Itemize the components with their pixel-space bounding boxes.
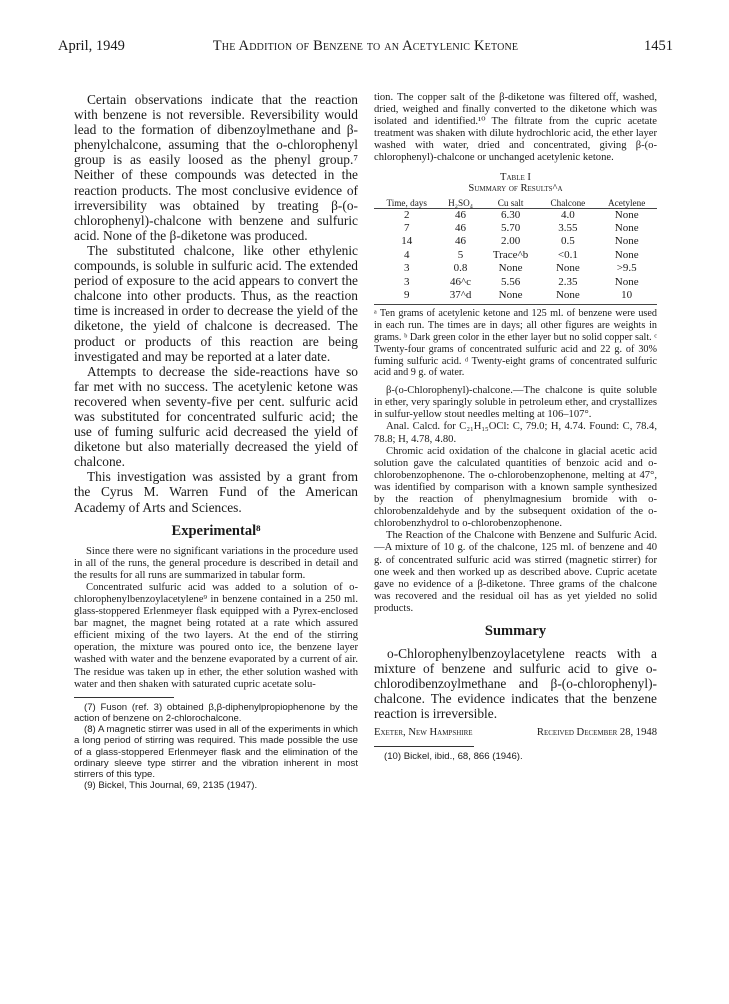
table-cell: 7 [403, 221, 410, 234]
results-table [374, 198, 657, 303]
table-header-cell: Time, days [374, 198, 439, 209]
table-footnotes: ᵃ Ten grams of acetylenic ketone and 125 ml. of benzene were used in each run. The times are in days; all other figures are weights in grams. ᵇ Dark green color in the ether layer but no solid copper salt. ᶜ Twenty-four grams of concentrated sulfuric acid and 22 g. of 30% fuming sulfuric acid. ᵈ Twenty-eight grams of concentrated sulfuric acid and 9 g. of water. [374, 304, 657, 379]
table-cell: None [555, 262, 580, 275]
table-cell: 46 [455, 208, 467, 221]
received-date: Received December 28, 1948 [536, 727, 657, 739]
table-cell: 3 [403, 275, 410, 288]
table-cell: None [614, 235, 639, 248]
paragraph-experimental-intro: Since there were no significant variations in the procedure used in all of the runs, the general procedure is described in detail and the results for all runs are summarized in tabular form. [74, 545, 358, 581]
table-cell: 4.0 [561, 208, 575, 221]
table-cell: None [555, 289, 580, 301]
table-cell: 46 [455, 221, 467, 234]
paragraph-experimental-procedure: Concentrated sulfuric acid was added to a solution of o-chlorophenylbenzoylacetylene⁹ in benzene contained in a 250 ml. glass-stoppered Erlenmeyer flask equipped with a Pyrex-enclosed bar magnet, the magnet being rotated at a rate which assured efficient mixing of the two layers. At the end of the stirring operation, the mixture was poured onto ice, the benzene layer washed with water and the benzene evaporated by a current of air. The residue was taken up in ether, the ether solution washed with water and then shaken with saturated cupric acetate solu- [74, 581, 358, 690]
table-row [374, 249, 657, 262]
table-cell: 0.5 [561, 235, 575, 248]
table-header-cell: Cu salt [482, 198, 540, 209]
signature-line [374, 727, 657, 740]
table-cell: 3 [403, 262, 410, 275]
paragraph-summary: o-Chlorophenylbenzoylacetylene reacts with a mixture of benzene and sulfuric acid to give o-chlorodibenzoylmethane and β-(o-chlorophenyl)-chalcone. The evidence indicates that the benzene reaction is irreversible. [374, 645, 657, 722]
table-cell: 2.00 [500, 235, 521, 248]
paragraph-analysis: Anal. Calcd. for C₂₁H₁₅OCl: C, 79.0; H, 4.74. Found: C, 78.4, 78.8; H, 4.78, 4.80. [374, 421, 657, 445]
page-number: 1451 [644, 38, 673, 54]
paragraph-substituted-chalcone: The substituted chalcone, like other ethylenic compounds, is soluble in sulfuric acid. The extended period of exposure to the acid appears to convert the chalcone into other products. Thus, as the reaction time is increased in order to decrease the yield of the diketone, the yield of chalcone is decreased. The product or products of this reaction are being investigated and may be reported at a later date. [74, 242, 358, 364]
table-subtitle: Summary of Results^a [468, 182, 563, 194]
table-cell: None [614, 221, 639, 234]
table-row [374, 208, 657, 222]
paragraph-continuation: tion. The copper salt of the β-diketone was filtered off, washed, dried, weighed and finally converted to the diketone which was isolated and identified.¹⁰ The filtrate from the cupric acetate treatment was shaken with dilute hydrochloric acid, the ether layer washed with water, dried and concentrated, giving β-(o-chlorophenyl)-chalcone or unchanged acetylenic ketone. [374, 92, 657, 164]
table-cell: 0.8 [453, 262, 468, 275]
footnote-9: (9) Bickel, This Journal, 69, 2135 (1947). [84, 780, 258, 792]
table-cell: None [498, 289, 523, 301]
paragraph-chalcone: β-(o-Chlorophenyl)-chalcone.—The chalcone is quite soluble in ether, very sparingly soluble in petroleum ether, and crystallizes in sulfur-yellow stout needles melting at 106–107°. [374, 385, 657, 421]
paragraph-irreversibility: Certain observations indicate that the reaction with benzene is not reversible. Reversibility would lead to the formation of dibenzoylmethane and β-phenylchalcone, assuming that the o-chlorophenyl group is as easily loosed as the phenyl group.⁷ Neither of these compounds was detected in the reaction products. The most conclusive evidence of irreversibility was obtained by treating β-(o-chlorophenyl)-chalcone with benzene and sulfuric acid. None of the β-diketone was produced. [74, 92, 358, 243]
right-column [374, 92, 657, 763]
table-cell: 3.55 [558, 221, 578, 234]
paragraph-chromic-oxidation: Chromic acid oxidation of the chalcone in glacial acetic acid solution gave the calculated quantities of benzoic acid and o-chlorobenzophenone. The o-chlorobenzophenone, melting at 47°, was identified by comparison with a known sample synthesized by the reaction of phenylmagnesium bromide with o-chlorobenzaldehyde and by the subsequent oxidation of the o-chlorobenzhydrol to o-chlorobenzophenone. [374, 445, 657, 530]
paragraph-acknowledgment: This investigation was assisted by a grant from the Cyrus M. Warren Fund of the American Academy of Arts and Sciences. [74, 469, 358, 515]
summary-heading: Summary [484, 622, 547, 639]
table-row [374, 276, 657, 289]
footnote-8: (8) A magnetic stirrer was used in all of the experiments in which a long period of stirring was required. This made possible the use of a glass-stoppered Erlenmeyer flask and the elimination of the ordinary sleeve type stirrer and the vibration inherent in most stirrers of this type. [74, 724, 358, 780]
table-cell: 2 [403, 208, 410, 221]
table-cell: 10 [621, 289, 633, 301]
table-header-cell: Chalcone [539, 198, 596, 209]
header-title: The Addition of Benzene to an Acetylenic Ketone [212, 38, 519, 54]
left-column [74, 92, 358, 791]
location: Exeter, New Hampshire [374, 727, 473, 739]
table-cell: >9.5 [616, 262, 637, 275]
table-cell: 5.70 [500, 221, 521, 234]
table-row [374, 262, 657, 275]
table-cell: 46^c [450, 275, 472, 288]
table-cell: 2.35 [558, 275, 578, 288]
table-cell: 5.56 [500, 275, 521, 288]
table-cell: 46 [455, 235, 467, 248]
paragraph-side-reactions: Attempts to decrease the side-reactions have so far met with no success. The acetylenic ketone was recovered when seventy-five per cent. sulfuric acid was substituted for concentrated sulfuric acid; the use of fuming sulfuric acid decreased the yield of diketone but also materially decreased the yield of chalcone. [74, 363, 358, 470]
table-title: Table I [500, 171, 531, 183]
paragraph-reaction-chalcone: The Reaction of the Chalcone with Benzene and Sulfuric Acid.—A mixture of 10 g. of the chalcone, 125 ml. of benzene and 40 g. of concentrated sulfuric acid was stirred (magnetic stirrer) for one week and then worked up as described above. Cupric acetate gave no evidence of a β-diketone. Three grams of the chalcone was recovered and the residual oil has as yet yielded no solid products. [374, 530, 657, 614]
footnote-7: (7) Fuson (ref. 3) obtained β,β-diphenylpropiophenone by the action of benzene on 2-chlorochalcone. [74, 701, 358, 724]
table-cell: None [614, 248, 639, 261]
table-cell: 14 [401, 235, 413, 248]
table-cell: 37^d [449, 289, 472, 301]
footnote-rule [74, 697, 174, 698]
footnote-10: (10) Bickel, ibid., 68, 866 (1946). [384, 751, 523, 763]
header-date: April, 1949 [58, 38, 125, 54]
footnote-rule-right [374, 746, 474, 747]
table-cell: 5 [457, 248, 464, 261]
table-header-cell: Acetylene [596, 198, 657, 209]
running-header [58, 38, 673, 58]
table-row [374, 222, 657, 235]
table-cell: None [614, 208, 639, 221]
table-header-row [374, 198, 657, 209]
experimental-heading: Experimental⁸ [171, 522, 261, 539]
table-cell: 6.30 [500, 208, 521, 221]
table-cell: <0.1 [557, 248, 578, 261]
table-body [374, 208, 657, 302]
table-cell: 4 [403, 248, 410, 261]
table-cell: Trace^b [492, 248, 529, 261]
table-cell: None [614, 275, 639, 288]
table-row [374, 235, 657, 248]
table-cell: 9 [403, 289, 410, 301]
table-header-cell: H₂SO₄ [439, 198, 481, 209]
table-row [374, 289, 657, 302]
table-cell: None [498, 262, 523, 275]
